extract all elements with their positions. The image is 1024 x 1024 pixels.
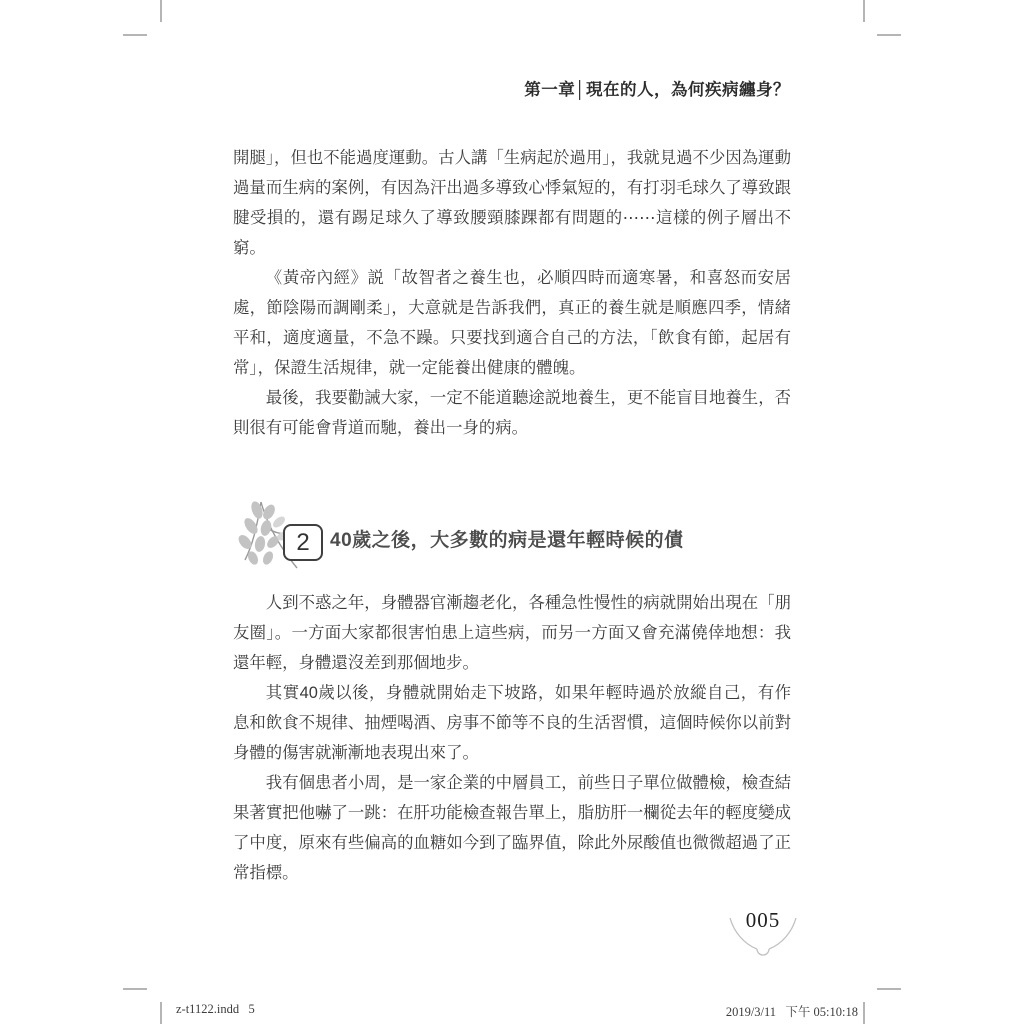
paragraph: 我有個患者小周，是一家企業的中層員工，前些日子單位做體檢，檢查結果著實把他嚇了一跳：在肝功能檢查報告單上，脂肪肝一欄從去年的輕度變成了中度，原來有些偏高的血糖如今到了臨界值，除此外尿酸值也微微超過了正常指標。 [233, 774, 791, 882]
crop-mark-top-left-horizontal [123, 34, 147, 36]
paragraph: 開腿」，但也不能過度運動。古人講「生病起於過用」，我就見過不少因為運動過量而生病的案例，有因為汗出過多導致心悸氣短的，有打羽毛球久了導致跟腱受損的，還有踢足球久了導致腰頸膝踝都有問題的⋯⋯這樣的例子層出不窮。 [233, 149, 791, 257]
page-number-area [726, 906, 800, 960]
paragraph: 最後，我要勸誡大家，一定不能道聽途説地養生，更不能盲目地養生，否則很有可能會背道而馳，養出一身的病。 [233, 389, 791, 437]
paragraph: 其實40歲以後，身體就開始走下坡路，如果年輕時過於放縱自己，有作息和飲食不規律、抽煙喝酒、房事不節等不良的生活習慣，這個時候你以前對身體的傷害就漸漸地表現出來了。 [233, 684, 791, 762]
section-number-badge: 2 [283, 524, 323, 561]
print-filename: z-t1122.indd 5 [176, 1002, 255, 1016]
text-block-lower [233, 588, 791, 888]
paragraph: 人到不惑之年，身體器官漸趨老化，各種急性慢性的病就開始出現在「朋友圈」。一方面大家都很害怕患上這些病，而另一方面又會充滿僥倖地想：我還年輕，身體還沒差到那個地步。 [233, 594, 791, 672]
crop-mark-top-right-vertical [863, 0, 865, 22]
crop-mark-top-right-horizontal [877, 34, 901, 36]
text-block-upper [233, 143, 791, 443]
crop-mark-top-left-vertical [160, 0, 162, 22]
crop-mark-bottom-left-vertical [160, 1002, 162, 1024]
running-header: 第一章│現在的人，為何疾病纏身？ [524, 81, 790, 99]
paragraph: 《黃帝內經》説「故智者之養生也，必順四時而適寒暑，和喜怒而安居處，節陰陽而調剛柔」，大意就是告訴我們，真正的養生就是順應四季，情緒平和，適度適量，不急不躁。只要找到適合自己的方法，「飲食有節，起居有常」，保證生活規律，就一定能養出健康的體魄。 [233, 269, 791, 377]
crop-mark-bottom-right-vertical [863, 1002, 865, 1024]
crop-mark-bottom-right-horizontal [877, 988, 901, 990]
section-title: 40歲之後，大多數的病是還年輕時候的債 [330, 530, 684, 551]
print-timestamp: 2019/3/11 下午 05:10:18 [725, 1005, 858, 1019]
page-number: 005 [745, 908, 781, 932]
crop-mark-bottom-left-horizontal [123, 988, 147, 990]
section-heading [233, 498, 791, 580]
